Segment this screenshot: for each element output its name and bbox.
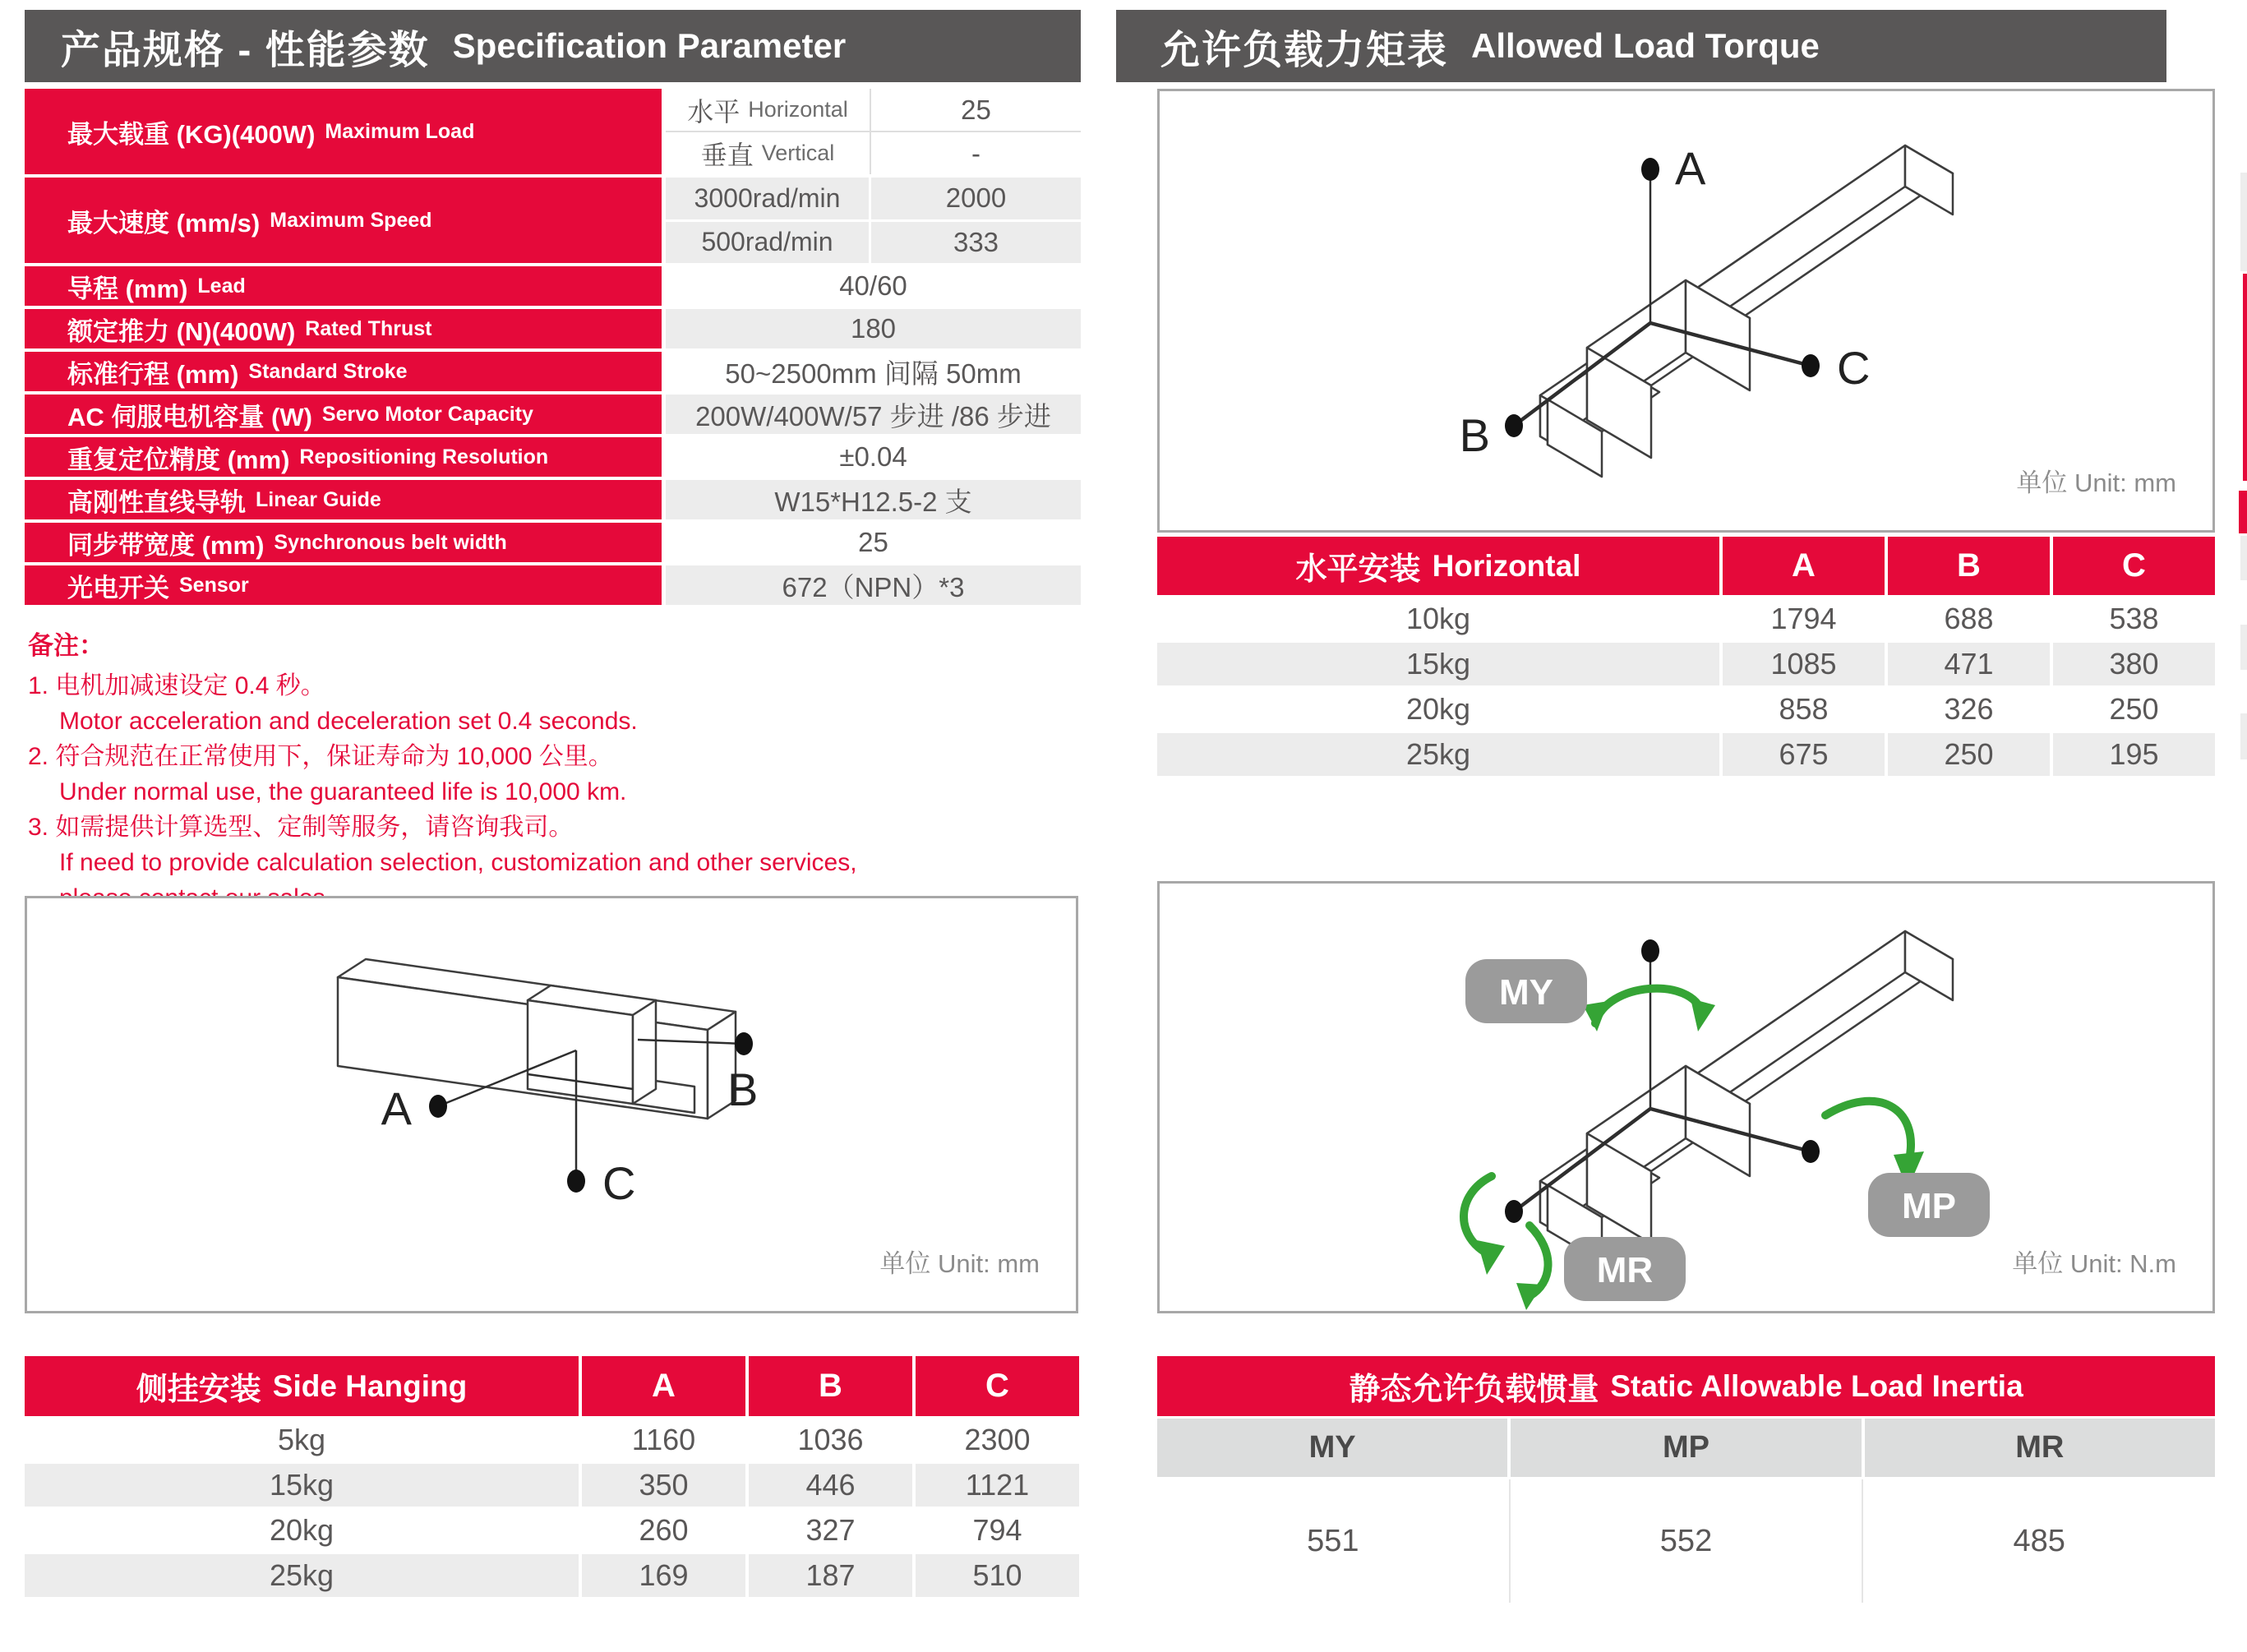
spec-label-zh: 最大载重 (KG)(400W) <box>67 119 316 149</box>
torque-axes-diagram <box>1157 881 2215 1313</box>
c-cell: 2300 <box>916 1419 1079 1461</box>
col-b-header: B <box>1888 537 2050 595</box>
point-a-label: A <box>1675 142 1706 194</box>
page-edge-sliver <box>2239 491 2247 533</box>
my-axis-dot <box>1641 939 1659 962</box>
load-cell: 10kg <box>1157 598 1719 640</box>
horizontal-dimension-diagram <box>1157 89 2215 533</box>
spec-label <box>25 352 662 391</box>
mp-value: 552 <box>1509 1479 1862 1603</box>
spec-label <box>25 395 662 434</box>
horizontal-table-title <box>1157 537 1719 595</box>
spec-label-zh: AC 伺服电机容量 (W) <box>67 402 312 431</box>
spec-label-en: Maximum Load <box>325 119 475 143</box>
spec-subrow <box>666 89 1081 131</box>
spec-row-max-load <box>25 89 1081 174</box>
page-edge-sliver <box>2240 536 2247 580</box>
c-cell: 794 <box>916 1509 1079 1552</box>
table-row <box>25 1509 1081 1552</box>
spec-row-sensor <box>25 565 1081 605</box>
horizontal-title-en: Horizontal <box>1432 548 1581 583</box>
spec-row-linear-guide <box>25 480 1081 519</box>
c-cell: 195 <box>2053 733 2215 776</box>
point-c-label: C <box>1837 342 1871 394</box>
horizontal-title-zh: 水平安装 <box>1295 552 1421 587</box>
side-title-zh: 侧挂安装 <box>136 1373 261 1407</box>
col-mr-header: MR <box>1865 1419 2215 1477</box>
mr-arrow-tip <box>1516 1283 1543 1310</box>
spec-section-header <box>25 10 1081 82</box>
static-table-values <box>1157 1479 2215 1603</box>
spec-label-en: Synchronous belt width <box>274 530 507 554</box>
a-cell: 260 <box>582 1509 745 1552</box>
spec-label-zh: 最大速度 (mm/s) <box>67 208 261 238</box>
spec-value: W15*H12.5-2 支 <box>666 480 1081 519</box>
spec-label-en: Servo Motor Capacity <box>321 402 533 426</box>
side-hanging-dimension-diagram <box>25 896 1078 1313</box>
load-cell: 25kg <box>25 1554 579 1597</box>
load-cell: 20kg <box>1157 688 1719 731</box>
spec-values <box>666 178 1081 263</box>
b-cell: 446 <box>749 1464 912 1507</box>
b-cell: 688 <box>1888 598 2050 640</box>
spec-row-servo-capacity <box>25 395 1081 434</box>
spec-label <box>25 89 662 174</box>
remarks-notes <box>28 625 1064 916</box>
point-b-label: B <box>727 1064 759 1115</box>
page-edge-sliver <box>2240 173 2247 271</box>
my-badge-label: MY <box>1499 972 1553 1013</box>
unit-note: 单位 Unit: N.m <box>2012 1249 2176 1278</box>
c-cell: 380 <box>2053 643 2215 685</box>
my-rotation-arrow <box>1595 989 1702 1023</box>
c-cell: 1121 <box>916 1464 1079 1507</box>
b-cell: 326 <box>1888 688 2050 731</box>
spec-section-title-zh: 产品规格 - 性能参数 <box>61 28 430 72</box>
spec-row-belt-width <box>25 523 1081 562</box>
spec-subrow <box>666 178 1081 219</box>
load-cell: 20kg <box>25 1509 579 1552</box>
unit-note: 单位 Unit: mm <box>2016 468 2176 497</box>
spec-values <box>666 89 1081 174</box>
a-cell: 169 <box>582 1554 745 1597</box>
spec-label <box>25 266 662 306</box>
spec-label <box>25 178 662 263</box>
col-c-header: C <box>2053 537 2215 595</box>
spec-label-en: Sensor <box>179 573 249 597</box>
table-row <box>1157 688 2215 731</box>
page-edge-sliver <box>2243 274 2247 481</box>
spec-label-zh: 光电开关 <box>67 573 169 602</box>
static-table-subheader <box>1157 1419 2215 1477</box>
a-cell: 350 <box>582 1464 745 1507</box>
remarks-title: 备注： <box>28 631 104 660</box>
load-cell: 15kg <box>25 1464 579 1507</box>
static-table-title <box>1157 1356 2215 1416</box>
col-b-header: B <box>749 1356 912 1416</box>
spec-value: 200W/400W/57 步进 /86 步进 <box>666 395 1081 434</box>
page-edge-sliver <box>2240 713 2247 759</box>
table-row <box>25 1419 1081 1461</box>
note-3-zh: 3. 如需提供计算选型、定制等服务，请咨询我司。 <box>28 814 574 841</box>
point-a-label: A <box>381 1082 412 1134</box>
table-row <box>25 1464 1081 1507</box>
c-cell: 250 <box>2053 688 2215 731</box>
spec-row-standard-stroke <box>25 352 1081 391</box>
spec-label <box>25 309 662 348</box>
static-title-zh: 静态允许负载惯量 <box>1349 1373 1599 1407</box>
side-table-header <box>25 1356 1081 1416</box>
mr-arrow-tip <box>1477 1240 1505 1275</box>
col-mp-header: MP <box>1511 1419 1861 1477</box>
spec-label-en: Repositioning Resolution <box>299 445 549 468</box>
mp-axis-dot <box>1802 1140 1820 1163</box>
note-3-en: If need to provide calculation selection, customization and other services, <box>59 849 857 876</box>
table-row <box>1157 598 2215 640</box>
a-cell: 1085 <box>1723 643 1885 685</box>
a-cell: 1160 <box>582 1419 745 1461</box>
side-table-title <box>25 1356 579 1416</box>
point-a-dot <box>1641 158 1659 181</box>
side-hanging-table <box>25 1356 1081 1599</box>
spec-subrow <box>666 219 1081 264</box>
spec-value: 40/60 <box>666 266 1081 306</box>
b-cell: 471 <box>1888 643 2050 685</box>
point-c-dot <box>1802 354 1820 377</box>
subkey-zh: 水平 <box>687 96 741 127</box>
load-cell: 25kg <box>1157 733 1719 776</box>
spec-label-zh: 高刚性直线导轨 <box>67 487 246 517</box>
spec-subkey <box>666 89 871 131</box>
spec-label <box>25 565 662 605</box>
subkey-en: Vertical <box>761 141 835 165</box>
spec-row-max-speed <box>25 178 1081 263</box>
note-1-en: Motor acceleration and deceleration set 0.4 seconds. <box>59 708 638 735</box>
point-b-dot <box>1505 414 1523 437</box>
slider-front-face <box>528 1000 633 1104</box>
mr-axis-dot <box>1505 1200 1523 1223</box>
spec-value: 2000 <box>945 182 1007 214</box>
col-a-header: A <box>1723 537 1885 595</box>
spec-value: - <box>971 137 980 168</box>
spec-label <box>25 480 662 519</box>
spec-section-title-en: Specification Parameter <box>452 26 847 65</box>
spec-subrow <box>666 131 1081 174</box>
spec-value: 25 <box>666 523 1081 562</box>
table-row <box>1157 733 2215 776</box>
static-title-en: Static Allowable Load Inertia <box>1610 1368 2023 1403</box>
table-row <box>25 1554 1081 1597</box>
torque-section-title-en: Allowed Load Torque <box>1471 26 1820 65</box>
spec-label-zh: 标准行程 (mm) <box>67 359 239 389</box>
spec-subkey <box>666 132 871 174</box>
spec-row-repositioning <box>25 437 1081 477</box>
rail-far-end <box>1905 145 1953 215</box>
a-cell: 1794 <box>1723 598 1885 640</box>
spec-row-lead <box>25 266 1081 306</box>
my-arrow-tip <box>1691 999 1715 1031</box>
point-b-dot <box>735 1032 753 1055</box>
torque-section-title-zh: 允许负载力矩表 <box>1160 28 1449 72</box>
horizontal-table-header <box>1157 537 2215 595</box>
col-my-header: MY <box>1157 1419 1507 1477</box>
note-2-zh: 2. 符合规范在正常使用下，保证寿命为 10,000 公里。 <box>28 743 613 770</box>
spec-label-en: Linear Guide <box>256 487 381 511</box>
col-a-header: A <box>582 1356 745 1416</box>
spec-label-zh: 重复定位精度 (mm) <box>67 445 290 474</box>
b-cell: 250 <box>1888 733 2050 776</box>
col-c-header: C <box>916 1356 1079 1416</box>
spec-label-zh: 额定推力 (N)(400W) <box>67 316 296 346</box>
rail-far-end <box>1905 931 1953 1000</box>
load-cell: 15kg <box>1157 643 1719 685</box>
spec-value: 180 <box>666 309 1081 348</box>
subkey-zh: 垂直 <box>700 140 754 170</box>
unit-note: 单位 Unit: mm <box>879 1249 1040 1278</box>
spec-subkey <box>666 178 871 219</box>
spec-value: 333 <box>953 226 999 257</box>
spec-value: 50~2500mm 间隔 50mm <box>666 352 1081 391</box>
point-b-label: B <box>1459 409 1490 461</box>
spec-label <box>25 523 662 562</box>
spec-row-rated-thrust <box>25 309 1081 348</box>
subkey-label: 500rad/min <box>701 227 833 257</box>
spec-subkey <box>666 222 871 264</box>
spec-label-en: Lead <box>197 274 246 298</box>
point-a-dot <box>429 1095 447 1118</box>
spec-value: ±0.04 <box>666 437 1081 477</box>
spec-label-en: Rated Thrust <box>305 316 432 340</box>
my-arrow-tip <box>1583 1001 1608 1031</box>
slider-right-face <box>633 1000 656 1104</box>
b-cell: 1036 <box>749 1419 912 1461</box>
spec-label-zh: 导程 (mm) <box>67 274 188 303</box>
static-table-header <box>1157 1356 2215 1416</box>
note-1-zh: 1. 电机加减速设定 0.4 秒。 <box>28 672 325 699</box>
spec-table <box>25 89 1081 608</box>
page-edge-sliver <box>2240 625 2247 670</box>
side-title-en: Side Hanging <box>272 1368 468 1403</box>
spec-label <box>25 437 662 477</box>
spec-value: 672（NPN）*3 <box>666 565 1081 605</box>
mr-value: 485 <box>1862 1479 2215 1603</box>
point-c-label: C <box>602 1157 636 1209</box>
subkey-label: 3000rad/min <box>694 182 841 213</box>
b-cell: 327 <box>749 1509 912 1552</box>
subkey-en: Horizontal <box>748 97 848 122</box>
spec-label-en: Maximum Speed <box>270 208 432 232</box>
table-row <box>1157 643 2215 685</box>
horizontal-load-table <box>1157 537 2215 778</box>
load-cell: 5kg <box>25 1419 579 1461</box>
torque-section-header <box>1116 10 2166 82</box>
static-inertia-table <box>1157 1356 2215 1603</box>
spec-value: 25 <box>961 94 991 125</box>
c-cell: 510 <box>916 1554 1079 1597</box>
b-cell: 187 <box>749 1554 912 1597</box>
mp-badge-label: MP <box>1902 1186 1956 1226</box>
spec-label-zh: 同步带宽度 (mm) <box>67 530 265 560</box>
spec-label-en: Standard Stroke <box>248 359 408 383</box>
a-cell: 675 <box>1723 733 1885 776</box>
mr-badge-label: MR <box>1596 1250 1654 1290</box>
a-cell: 858 <box>1723 688 1885 731</box>
note-2-en: Under normal use, the guaranteed life is 10,000 km. <box>59 778 627 805</box>
my-value: 551 <box>1157 1479 1509 1603</box>
point-c-dot <box>567 1170 585 1193</box>
c-cell: 538 <box>2053 598 2215 640</box>
mp-rotation-arrow <box>1825 1101 1911 1160</box>
